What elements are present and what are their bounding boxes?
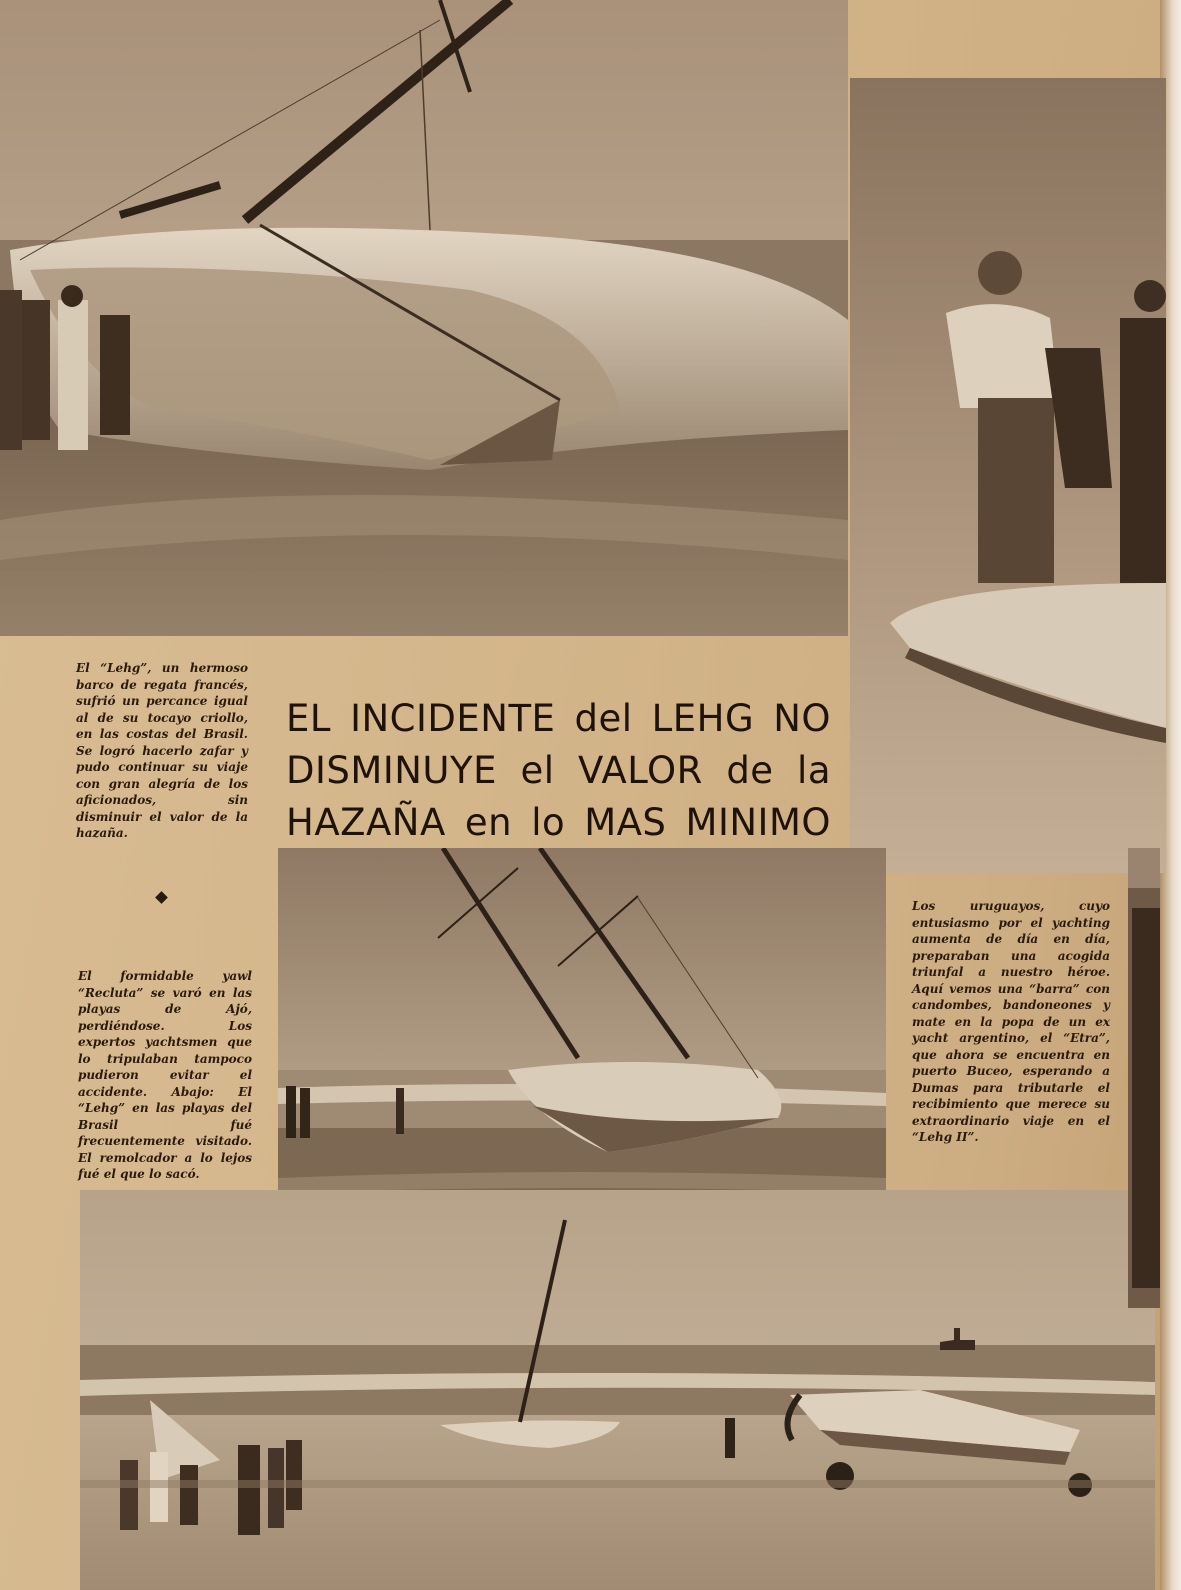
photo-cropped-edge	[1128, 848, 1160, 1308]
caption-recluta-yawl: El formidable yawl “Recluta” se varó en las playas de Ajó, perdiéndose. Los expertos yachtsmen que lo tripulaban tampoco pudieron evitar el accidente. Abajo: El “Lehg” en las playas del Brasil fué frecuentemente visitado. El remolcador a lo lejos fué el que lo sacó.	[78, 969, 252, 1181]
photo-yawl-recluta	[278, 848, 886, 1208]
photo-capsized-hull	[0, 0, 848, 636]
caption-lehg-brazil: El “Lehg”, un hermoso barco de regata francés, sufrió un percance igual al de su tocayo criollo, en las costas del Brasil. Se logró hacerlo zafar y pudo continuar su viaje con gran alegría de los aficionados, sin disminuir el valor de la hazaña.	[76, 661, 248, 840]
photo-beach-lehg-airplane	[80, 1190, 1155, 1590]
article-headline	[286, 693, 831, 849]
caption-uruguayos-etra: Los uruguayos, cuyo entusiasmo por el yachting aumenta de día en día, preparaban una acogida triunfal a nuestro héroe. Aquí vemos una “barra” con candombes, bandoneones y mate en la popa de un ex yacht argentino, el “Etra”, que ahora se encuentra en puerto Buceo, esperando a Dumas para tributarle el recibimiento que merece su extraordinario viaje en el “Lehg II”.	[912, 899, 1110, 1144]
headline-line-2: DISMINUYE el VALOR de la	[286, 748, 831, 792]
photo-men-on-stern	[850, 78, 1166, 873]
headline-line-3: HAZAÑA en lo MAS MINIMO	[286, 800, 831, 844]
headline-line-1: EL INCIDENTE del LEHG NO	[286, 696, 831, 740]
